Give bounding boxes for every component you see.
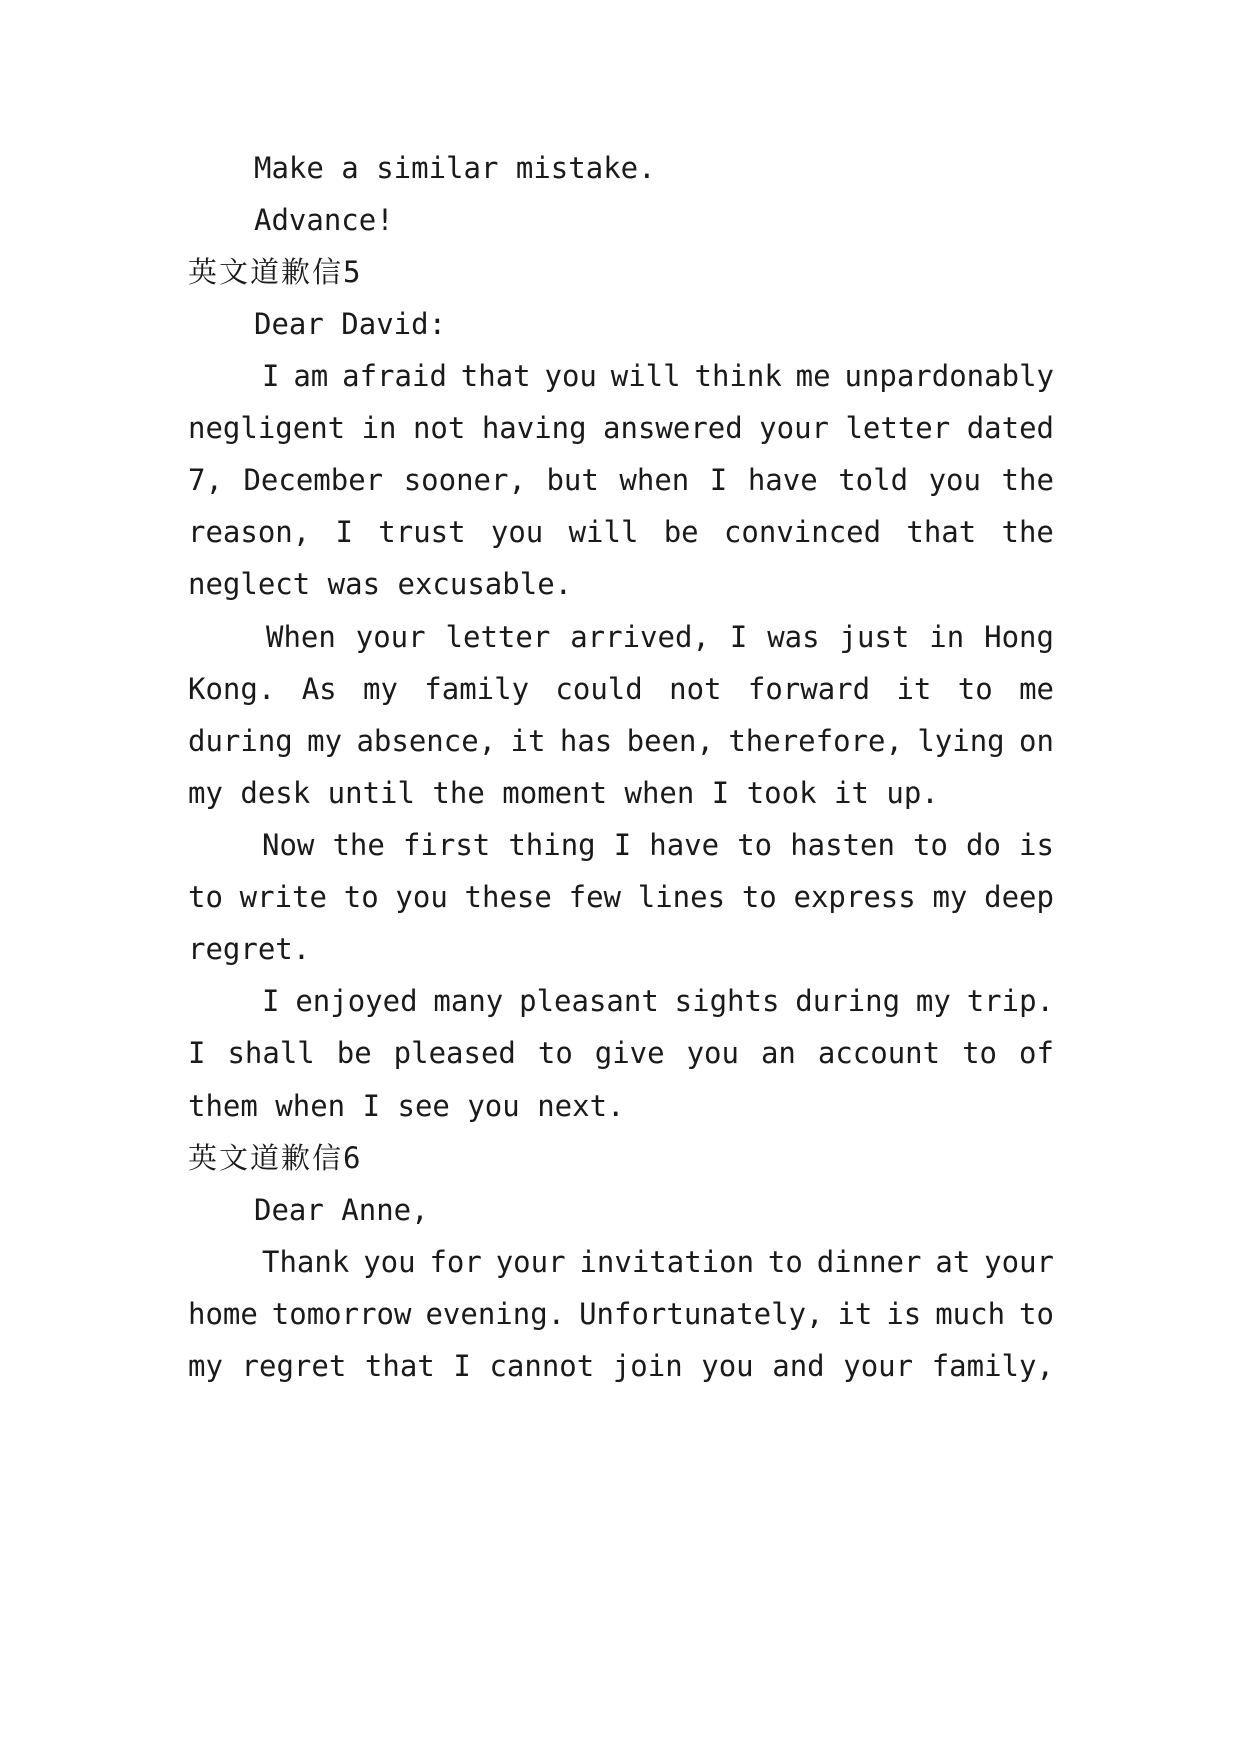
word: has [559,724,613,758]
letter5-heading: 英文道歉信5 [188,255,363,289]
word: you [490,515,544,549]
word: Now [262,828,315,862]
letter5-p1-line [262,356,1054,396]
letter5-p1-last-line: neglect was excusable. [188,567,573,601]
word: but [546,463,599,497]
word: Thank [262,1245,350,1279]
word: to [962,1036,997,1070]
word: I [188,1036,206,1070]
word: my [362,672,398,706]
word: your [495,1245,566,1279]
word: and [772,1349,825,1383]
intro-line-2: Advance! [254,203,394,237]
letter5-p2-line [188,721,1054,761]
word: absence, [356,724,497,758]
word: thing [508,828,596,862]
word: your [759,411,830,445]
word: during [795,984,901,1018]
word: was [767,620,820,654]
word: Kong. [188,672,276,706]
word: is [886,1297,922,1331]
word: in [929,620,965,654]
word: I [709,463,728,497]
letter5-p1-line [188,460,1054,500]
word: account [817,1036,941,1070]
word: evening. [425,1297,566,1331]
word: to [913,828,948,862]
word: that [906,515,977,549]
word: forward [747,672,871,706]
word: negligent [188,411,346,445]
word: be [336,1036,372,1070]
letter5-p2-line [266,617,1054,657]
word: my [307,724,343,758]
word: enjoyed [295,984,418,1018]
word: pleased [393,1036,516,1070]
letter6-salutation: Dear Anne, [254,1193,429,1227]
letter5-p3-last-line: regret. [188,932,311,966]
word: do [966,828,1001,862]
word: trip. [966,984,1054,1018]
word: to [957,672,993,706]
word: convinced [723,515,882,549]
word: it [510,724,546,758]
word: it [837,1297,873,1331]
word: you [363,1245,416,1279]
word: during [188,724,293,758]
word: deep [984,880,1054,914]
word: reason, [188,515,311,549]
word: Hong [984,620,1054,654]
word: As [301,672,337,706]
word: arrived, [570,620,710,654]
letter5-p4-line [188,1033,1054,1073]
word: to [767,1245,803,1279]
word: the [1001,515,1054,549]
word: you [686,1036,739,1070]
word: is [1019,828,1054,862]
word: just [839,620,910,654]
word: have [747,463,818,497]
word: regret [241,1349,347,1383]
letter5-p1-line [188,512,1054,552]
word: that [364,1349,435,1383]
word: your [984,1245,1054,1279]
word: dinner [816,1245,922,1279]
word: express [793,880,916,914]
word: I [453,1349,471,1383]
word: to [737,828,773,862]
word: the [1001,463,1054,497]
word: I [262,984,280,1018]
word: family [424,672,530,706]
word: afraid [342,359,447,393]
word: shall [227,1036,315,1070]
word: invitation [579,1245,755,1279]
word: family, [931,1349,1054,1383]
word: December [243,463,384,497]
word: you [395,880,448,914]
word: I [613,828,632,862]
word: therefore, [728,724,903,758]
word: my [188,1349,223,1383]
letter6-p1-line [188,1294,1054,1334]
word: trust [378,515,466,549]
word: the [332,828,385,862]
letter6-p1-line [262,1242,1054,1282]
word: sights [674,984,780,1018]
word: for [429,1245,482,1279]
word: not [412,411,466,445]
word: not [669,672,722,706]
word: at [935,1245,971,1279]
letter5-salutation: Dear David: [254,307,447,341]
word: join [612,1349,683,1383]
word: am [293,359,329,393]
word: many [433,984,504,1018]
word: I [335,515,353,549]
intro-line-1: Make a similar mistake. [254,151,656,185]
word: me [795,359,831,393]
word: home [188,1297,258,1331]
letter5-p4-line [262,981,1054,1021]
letter6-p1-line [188,1346,1054,1386]
word: could [555,672,643,706]
word: me [1019,672,1054,706]
letter5-p4-last-line: them when I see you next. [188,1089,625,1123]
word: been, [626,724,714,758]
word: dated [966,411,1054,445]
letter5-p3-line [262,825,1054,865]
word: you [544,359,597,393]
word: 7, [188,463,223,497]
word: I [262,359,280,393]
word: having [481,411,587,445]
word: will [610,359,681,393]
word: answered [603,411,743,445]
word: it [896,672,932,706]
word: to [537,1036,573,1070]
word: an [760,1036,796,1070]
word: you [701,1349,754,1383]
word: to [343,880,379,914]
word: give [594,1036,665,1070]
word: your [355,620,426,654]
word: pleasant [519,984,659,1018]
word: I [729,620,748,654]
letter5-p3-line [188,877,1054,917]
word: these [464,880,552,914]
word: be [663,515,699,549]
word: told [838,463,909,497]
word: letter [445,620,551,654]
word: first [402,828,491,862]
word: few [568,880,621,914]
word: my [932,880,968,914]
word: tomorrow [271,1297,412,1331]
word: my [915,984,951,1018]
word: sooner, [403,463,526,497]
word: cannot [489,1349,595,1383]
word: hasten [790,828,895,862]
word: lying [917,724,1005,758]
word: to [1019,1297,1054,1331]
letter5-p2-last-line: my desk until the moment when I took it up. [188,776,939,810]
letter5-p2-line [188,669,1054,709]
word: you [928,463,981,497]
word: write [239,880,327,914]
word: to [741,880,777,914]
word: to [188,880,223,914]
letter5-p1-line [188,408,1054,448]
word: think [694,359,782,393]
word: have [649,828,720,862]
word: will [568,515,639,549]
word: on [1019,724,1054,758]
word: much [935,1297,1006,1331]
word: your [843,1349,914,1383]
word: that [460,359,531,393]
letter6-heading: 英文道歉信6 [188,1141,363,1175]
word: When [266,620,336,654]
word: of [1018,1036,1054,1070]
word: unpardonably [844,359,1054,393]
word: lines [637,880,726,914]
word: when [619,463,690,497]
word: letter [845,411,951,445]
word: in [361,411,397,445]
word: Unfortunately, [579,1297,824,1331]
